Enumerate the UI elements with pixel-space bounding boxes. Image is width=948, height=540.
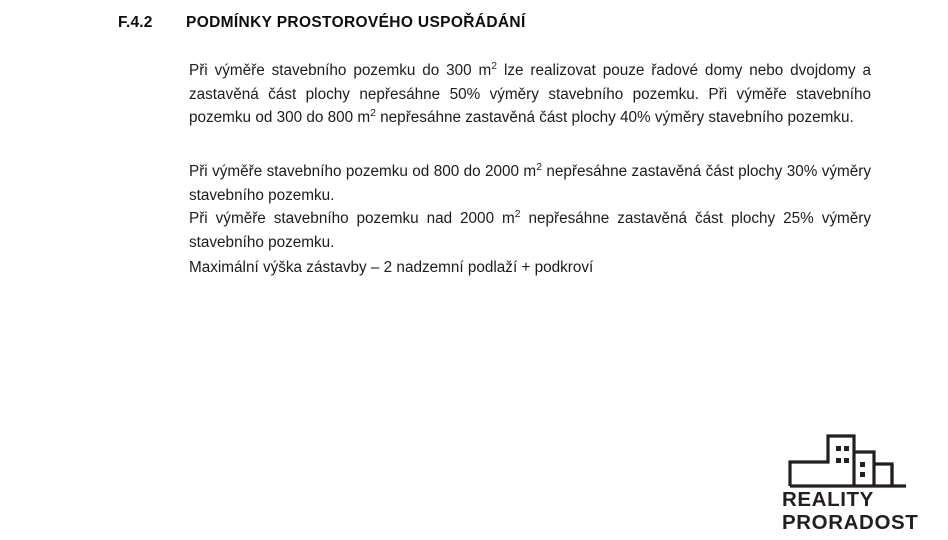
logo-line-pro: PRO <box>782 511 829 534</box>
paragraph-4: Maximální výška zástavby – 2 nadzemní podlaží + podkroví <box>189 259 594 277</box>
paragraph-2: Při výměře stavebního pozemku od 800 do 2000 $m^2$ nepřesáhne zastavěná část plochy 30% výměry stavebního pozemku. <box>189 162 872 204</box>
logo-line-radost: RADOST <box>828 511 919 534</box>
logo <box>782 432 932 534</box>
section-heading <box>118 14 818 32</box>
buildings-outline-icon <box>788 432 908 488</box>
paragraph-3: Při výměře stavebního pozemku nad 2000 $m^2$ nepřesáhne zastavěná část plochy 25% výměry stavebního pozemku. <box>189 209 871 251</box>
paragraph-1: Při výměře stavebního pozemku do 300 $m^2$ lze realizovat pouze řadové domy nebo dvojdomy a zastavěná část plochy nepřesáhne 50% výměry stavebního pozemku. Při výměře stavebního pozemku od 300 do 800 $m^2$ nepřesáhne zastavěná část plochy 40% výměry stavebního pozemku. <box>189 61 871 127</box>
logo-line-reality: REALITY <box>782 488 874 511</box>
section-title: PODMÍNKY PROSTOROVÉHO USPOŘÁDÁNÍ <box>186 14 526 31</box>
logo-wordmark <box>782 488 932 534</box>
section-number: F.4.2 <box>118 14 153 31</box>
